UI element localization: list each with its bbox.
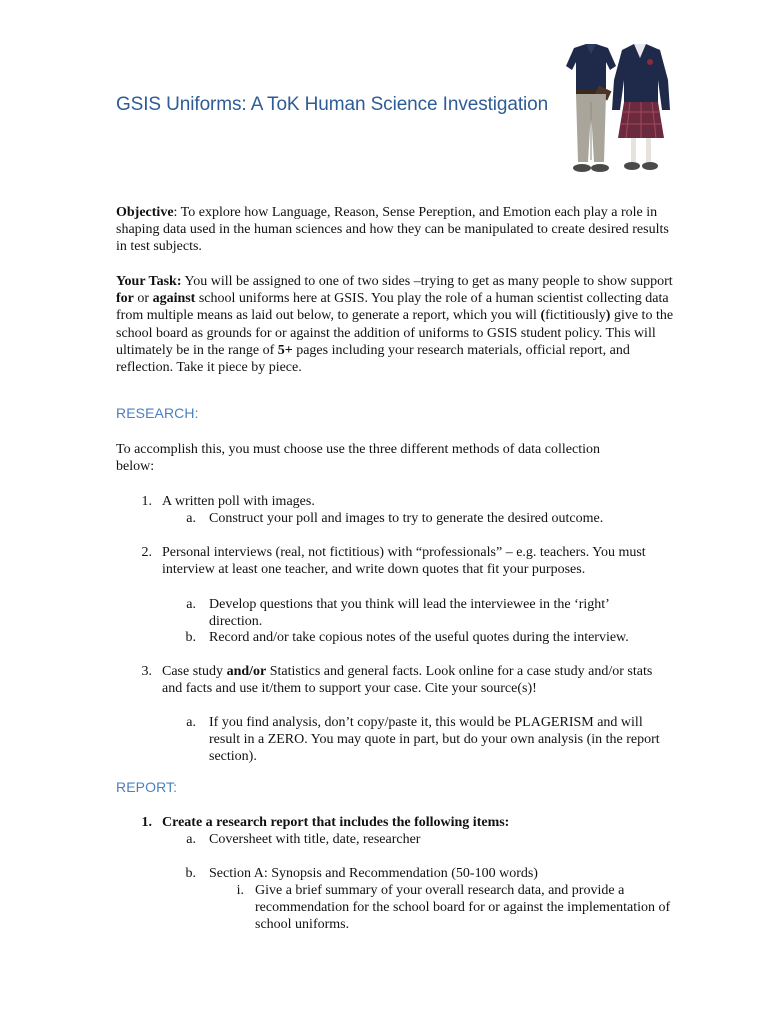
research-item-3-number: 3. (141, 664, 152, 679)
research-item-3-andor: and/or (226, 664, 267, 679)
objective-text: : To explore how Language, Reason, Sense Pereption, and Emotion each play a role in shaping data used in the human sciences and how they can be manipulated to create desired results in test subjects. (116, 205, 669, 255)
research-item-2a: Develop questions that you think will lead the interviewee in the ‘right’ direction. (209, 597, 609, 630)
research-item-3 (162, 663, 662, 697)
task-paren-close: ) (605, 308, 611, 324)
task-fictitiously: fictitiously (545, 308, 606, 324)
task-for: for (116, 291, 134, 307)
research-item-1a: Construct your poll and images to try to generate the desired outcome. (209, 511, 604, 526)
report-item-1a-number: a. (186, 832, 196, 847)
task-text-2: school uniforms here at GSIS. You play the role of a human scientist collecting data from multiple means as laid out below, to generate a report, which you will (116, 291, 669, 324)
research-item-1a-number: a. (186, 511, 196, 526)
research-item-1: A written poll with images. (162, 494, 315, 509)
report-item-1a: Coversheet with title, date, researcher (209, 832, 421, 847)
report-item-1b: Section A: Synopsis and Recommendation (50-100 words) (209, 866, 538, 881)
objective-label: Objective (116, 205, 174, 220)
research-heading: RESEARCH: (116, 405, 199, 421)
objective-paragraph (116, 204, 678, 256)
report-item-1b-number: b. (185, 866, 196, 881)
research-item-2b: Record and/or take copious notes of the useful quotes during the interview. (209, 630, 629, 645)
task-pages: 5+ (277, 342, 293, 358)
school-uniforms-image (556, 40, 676, 182)
report-item-1-number: 1. (141, 815, 152, 830)
research-item-3-text-a: Case study (162, 664, 227, 679)
research-item-2a-number: a. (186, 597, 196, 612)
task-text-3: give to the school board as grounds for or against the addition of uniforms to GSIS student policy. This will ultimately be in the range of (116, 308, 674, 358)
task-or: or (133, 291, 153, 307)
task-label: Your Task: (116, 274, 182, 289)
task-paragraph (116, 273, 678, 376)
research-item-2: Personal interviews (real, not fictitious) with “professionals” – e.g. teachers. You must interview at least one teacher, and write down quotes that fit your purposes. (162, 545, 646, 578)
research-item-2b-number: b. (185, 630, 196, 645)
report-item-1bi-number: i. (236, 883, 244, 898)
page-title: GSIS Uniforms: A ToK Human Science Investigation (116, 94, 549, 115)
report-item-1: Create a research report that includes the following items: (162, 815, 510, 830)
research-item-3-text-b: Statistics and general facts. Look online for a case study and/or stats and facts and use it/them to support your case. Cite your source(s)! (162, 664, 653, 697)
research-item-3a: If you find analysis, don’t copy/paste it, this would be PLAGERISM and will result in a ZERO. You may quote in part, but do your own analysis (in the report section). (209, 715, 660, 765)
task-paren-open: ( (540, 308, 546, 324)
task-against: against (152, 291, 196, 307)
research-item-3a-number: a. (186, 715, 196, 730)
report-item-1bi: Give a brief summary of your overall research data, and provide a recommendation for the school board for or against the implementation of school uniforms. (255, 883, 671, 933)
task-text-4: pages including your research materials, official report, and reflection. Take it piece by piece. (116, 342, 630, 376)
task-text-1: You will be assigned to one of two sides –trying to get as many people to show support (181, 274, 673, 289)
report-heading: REPORT: (116, 779, 178, 795)
research-item-2-number: 2. (141, 545, 152, 560)
research-item-1-number: 1. (141, 494, 152, 509)
research-intro: To accomplish this, you must choose use the three different methods of data collection below: (116, 442, 600, 475)
